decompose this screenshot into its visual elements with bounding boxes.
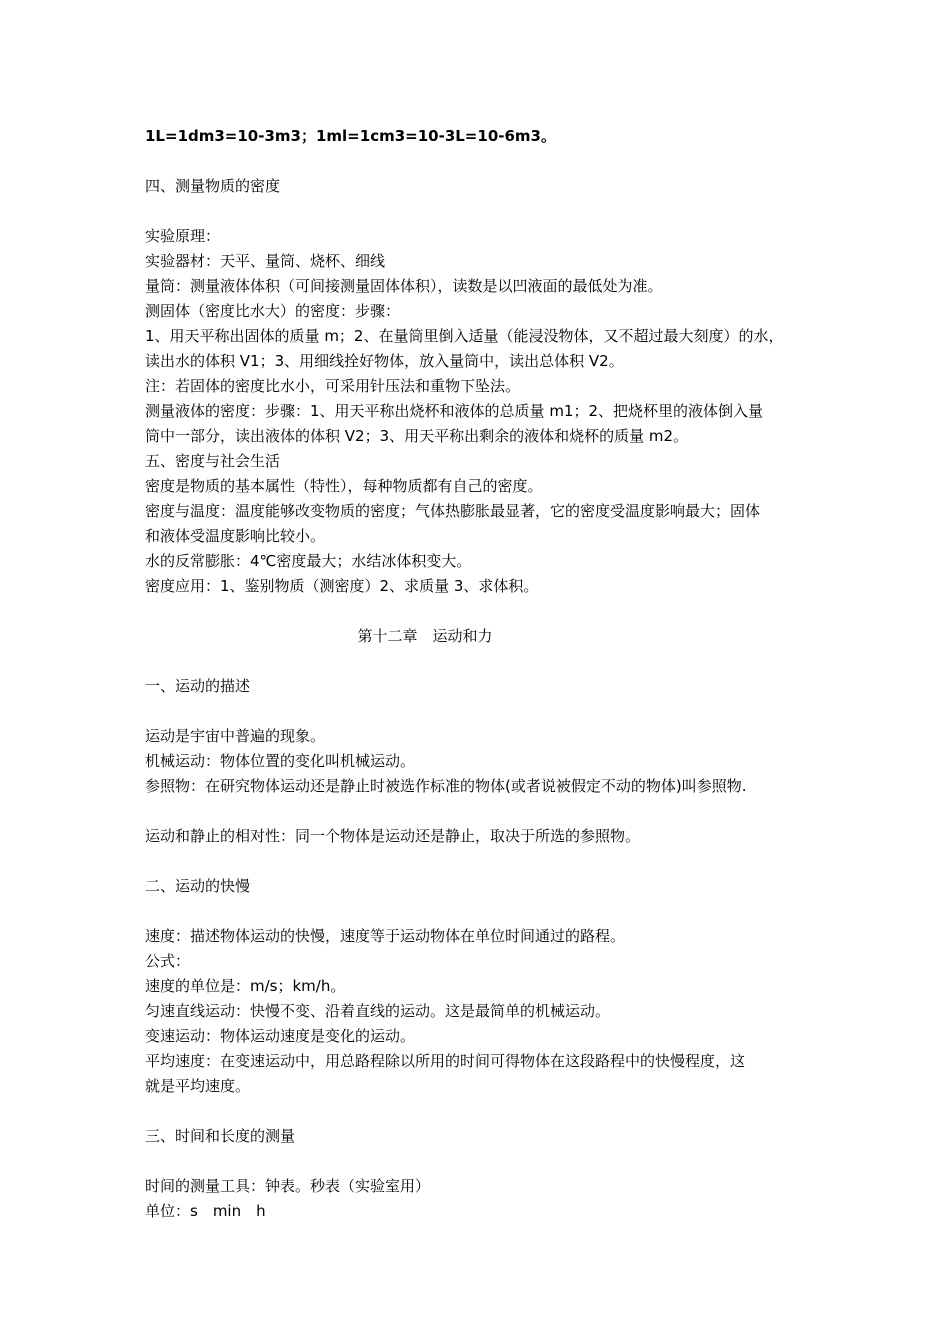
spacer bbox=[145, 899, 825, 924]
text-line: 匀速直线运动：快慢不变、沿着直线的运动。这是最简单的机械运动。 bbox=[145, 1002, 611, 1020]
section-heading-motion-speed: 二、运动的快慢 bbox=[145, 877, 251, 895]
text-line: 1、用天平称出固体的质量 m；2、在量筒里倒入适量（能浸没物体，又不超过最大刻度）的水， bbox=[145, 327, 784, 345]
section-heading-density-measurement: 四、测量物质的密度 bbox=[145, 177, 281, 195]
text-line: 速度的单位是：m/s；km/h。 bbox=[145, 977, 346, 995]
spacer bbox=[145, 1149, 825, 1174]
text-line: 测固体（密度比水大）的密度：步骤： bbox=[145, 302, 401, 320]
spacer bbox=[145, 699, 825, 724]
text-line: 筒中一部分，读出液体的体积 V2；3、用天平称出剩余的液体和烧杯的质量 m2。 bbox=[145, 427, 689, 445]
unit-conversion-line: 1L=1dm3=10-3m3；1ml=1cm3=10-3L=10-6m3。 bbox=[145, 127, 556, 145]
spacer bbox=[145, 199, 825, 224]
text-line: 读出水的体积 V1；3、用细线拴好物体，放入量筒中，读出总体积 V2。 bbox=[145, 352, 624, 370]
text-line: 水的反常膨胀：4℃密度最大；水结冰体积变大。 bbox=[145, 552, 472, 570]
section-heading-density-society: 五、密度与社会生活 bbox=[145, 452, 281, 470]
text-line: 速度：描述物体运动的快慢，速度等于运动物体在单位时间通过的路程。 bbox=[145, 927, 626, 945]
document-page bbox=[145, 124, 825, 1224]
text-line: 运动和静止的相对性：同一个物体是运动还是静止，取决于所选的参照物。 bbox=[145, 827, 641, 845]
text-line: 平均速度：在变速运动中，用总路程除以所用的时间可得物体在这段路程中的快慢程度，这 bbox=[145, 1052, 746, 1070]
text-line: 测量液体的密度：步骤：1、用天平称出烧杯和液体的总质量 m1；2、把烧杯里的液体倒入量 bbox=[145, 402, 764, 420]
text-line: 注：若固体的密度比水小，可采用针压法和重物下坠法。 bbox=[145, 377, 521, 395]
text-line: 实验器材：天平、量筒、烧杯、细线 bbox=[145, 252, 386, 270]
section-heading-time-length: 三、时间和长度的测量 bbox=[145, 1127, 296, 1145]
chapter-title: 第十二章 运动和力 bbox=[357, 627, 493, 645]
text-line: 公式： bbox=[145, 952, 191, 970]
text-line: 参照物：在研究物体运动还是静止时被选作标准的物体(或者说被假定不动的物体)叫参照物. bbox=[145, 777, 747, 795]
spacer bbox=[145, 649, 825, 674]
text-line: 单位：s min h bbox=[145, 1202, 266, 1220]
text-line: 就是平均速度。 bbox=[145, 1077, 251, 1095]
text-line: 密度应用：1、鉴别物质（测密度）2、求质量 3、求体积。 bbox=[145, 577, 539, 595]
spacer bbox=[145, 799, 825, 824]
text-line: 运动是宇宙中普遍的现象。 bbox=[145, 727, 326, 745]
text-line: 和液体受温度影响比较小。 bbox=[145, 527, 326, 545]
text-line: 时间的测量工具：钟表。秒表（实验室用） bbox=[145, 1177, 431, 1195]
text-line: 实验原理： bbox=[145, 227, 221, 245]
spacer bbox=[145, 849, 825, 874]
text-line: 密度是物质的基本属性（特性），每种物质都有自己的密度。 bbox=[145, 477, 543, 495]
spacer bbox=[145, 1099, 825, 1124]
text-line: 变速运动：物体运动速度是变化的运动。 bbox=[145, 1027, 416, 1045]
text-line: 量筒：测量液体体积（可间接测量固体体积），读数是以凹液面的最低处为准。 bbox=[145, 277, 663, 295]
section-heading-motion-description: 一、运动的描述 bbox=[145, 677, 251, 695]
spacer bbox=[145, 599, 825, 624]
text-line: 机械运动：物体位置的变化叫机械运动。 bbox=[145, 752, 416, 770]
spacer bbox=[145, 149, 825, 174]
text-line: 密度与温度：温度能够改变物质的密度；气体热膨胀最显著，它的密度受温度影响最大；固体 bbox=[145, 502, 761, 520]
